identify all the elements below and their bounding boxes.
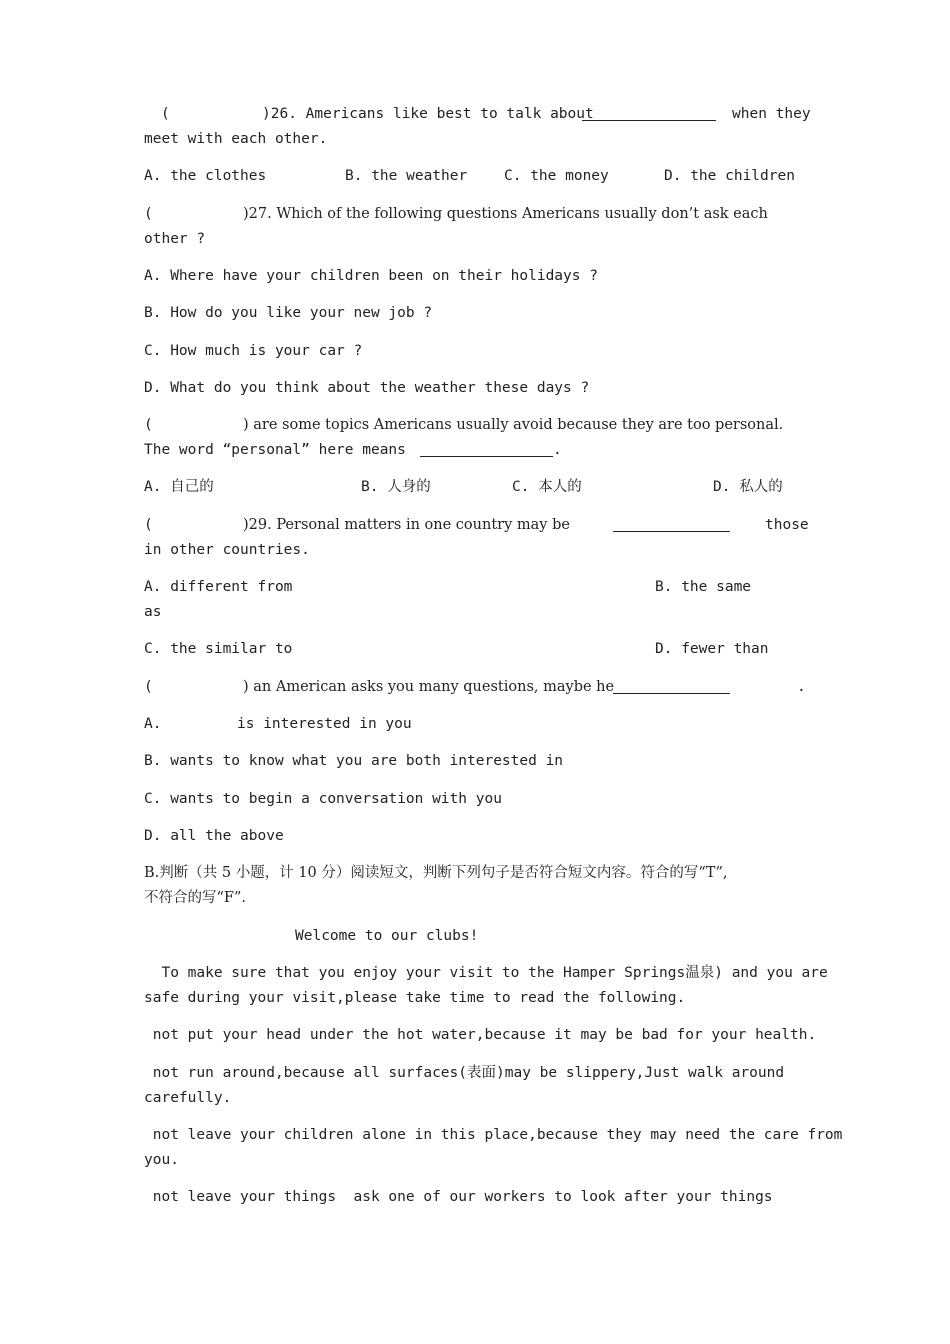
passage-intro-cont: safe during your visit,please take time to read the following. <box>144 990 686 1006</box>
q28-option-c: C. 本人的 <box>512 479 582 495</box>
q26-paren: ( <box>161 106 170 122</box>
q28-option-b: B. 人身的 <box>361 479 431 495</box>
q26-option-d: D. the children <box>664 168 795 184</box>
q29-tail: those <box>765 517 809 533</box>
rule-3-cont: you. <box>144 1152 179 1168</box>
rule-2-cont: carefully. <box>144 1090 232 1106</box>
q27-paren: ( <box>144 206 153 222</box>
q29-option-d: D. fewer than <box>655 641 769 657</box>
q29-blank[interactable] <box>613 531 730 532</box>
q28-option-d: D. 私人的 <box>713 479 783 495</box>
q30-option-b: B. wants to know what you are both interested in <box>144 753 564 769</box>
q26-tail: when they <box>732 106 811 122</box>
q27-option-a: A. Where have your children been on their holidays ? <box>144 268 598 284</box>
q27-line2: other ? <box>144 231 206 247</box>
q30-stem: ) an American asks you many questions, maybe he <box>243 679 615 695</box>
q26-option-b: B. the weather <box>345 168 468 184</box>
rule-2: not run around,because all surfaces(表面)may be slippery,Just walk around <box>144 1065 785 1081</box>
rule-4: not leave your things ask one of our workers to look after your things <box>144 1189 773 1205</box>
q28-period: . <box>553 442 562 458</box>
q29-option-b: B. the same <box>655 579 752 595</box>
q27-option-d: D. What do you think about the weather these days ? <box>144 380 590 396</box>
q27-option-c: C. How much is your car ? <box>144 343 363 359</box>
q27-option-b: B. How do you like your new job ? <box>144 305 433 321</box>
q29-option-b-cont: as <box>144 604 162 620</box>
q30-option-a: is interested in you <box>237 716 412 732</box>
q26-stem: )26. Americans like best to talk about <box>262 106 594 122</box>
q29-paren: ( <box>144 517 153 533</box>
q30-option-d: D. all the above <box>144 828 284 844</box>
q30-option-a-label: A. <box>144 716 162 732</box>
q28-line2: The word “personal” here means <box>144 442 406 458</box>
q29-option-a: A. different from <box>144 579 293 595</box>
q30-period: . <box>797 679 806 695</box>
q28-stem: ) are some topics Americans usually avoid because they are too personal. <box>243 417 784 433</box>
q26-line2: meet with each other. <box>144 131 328 147</box>
section-b-instructions-cont: 不符合的写“F”. <box>144 890 246 906</box>
q28-paren: ( <box>144 417 153 433</box>
q30-option-c: C. wants to begin a conversation with you <box>144 791 502 807</box>
q30-paren: ( <box>144 679 153 695</box>
section-b-instructions: B.判断（共 5 小题，计 10 分）阅读短文，判断下列句子是否符合短文内容。符合的写“T”, <box>144 865 728 881</box>
q27-stem: )27. Which of the following questions Americans usually don’t ask each <box>243 206 768 222</box>
q28-blank[interactable] <box>420 456 553 457</box>
passage-title: Welcome to our clubs! <box>295 928 479 944</box>
q29-option-c: C. the similar to <box>144 641 293 657</box>
rule-3: not leave your children alone in this place,because they may need the care from <box>144 1127 843 1143</box>
q26-blank[interactable] <box>582 120 716 121</box>
q29-line2: in other countries. <box>144 542 310 558</box>
q26-option-a: A. the clothes <box>144 168 267 184</box>
q29-stem: )29. Personal matters in one country may be <box>243 517 570 533</box>
rule-1: not put your head under the hot water,because it may be bad for your health. <box>144 1027 817 1043</box>
q28-option-a: A. 自己的 <box>144 479 214 495</box>
passage-intro: To make sure that you enjoy your visit to the Hamper Springs温泉) and you are <box>144 965 828 981</box>
q26-option-c: C. the money <box>504 168 609 184</box>
q30-blank[interactable] <box>613 693 730 694</box>
